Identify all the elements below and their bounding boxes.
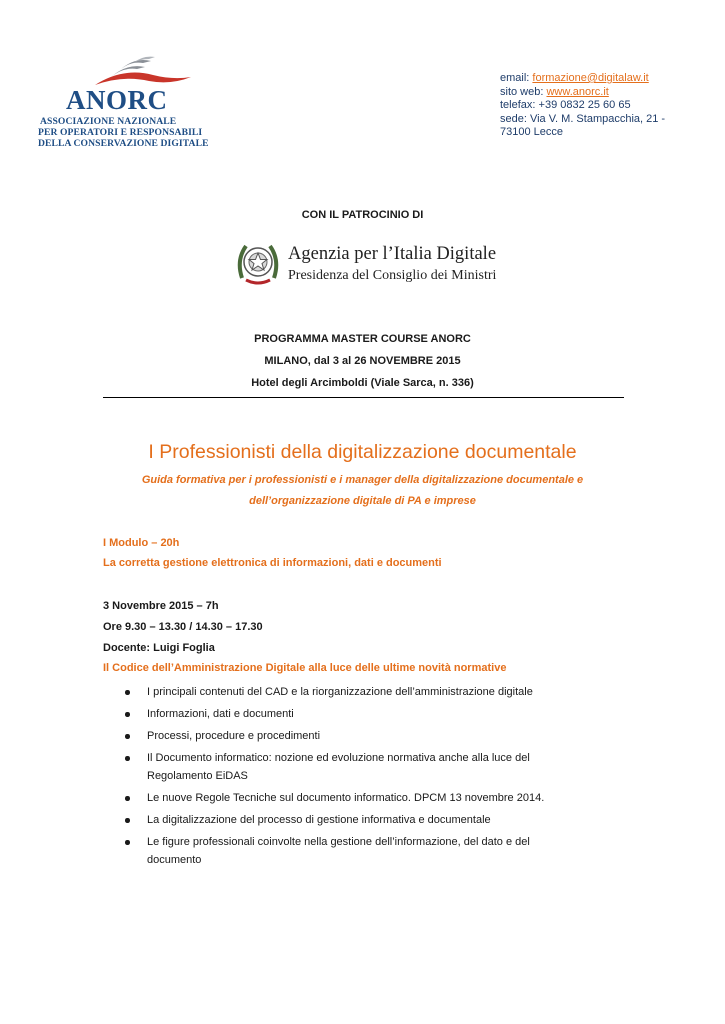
subtitle-line-1: Guida formativa per i professionisti e i manager della digitalizzazione documentale e — [141, 474, 584, 486]
email-row — [500, 72, 700, 86]
list-item-text: Le nuove Regole Tecniche sul documento informatico. DPCM 13 novembre 2014. — [147, 792, 545, 804]
email-link[interactable]: formazione@digitalaw.it — [532, 72, 649, 84]
address-line-2: 73100 Lecce — [500, 126, 563, 139]
list-item — [103, 833, 623, 869]
bullet-icon — [125, 818, 130, 823]
bullet-icon — [125, 840, 130, 845]
module-label: I Modulo – 20h — [103, 537, 180, 549]
program-dates: MILANO, dal 3 al 26 NOVEMBRE 2015 — [264, 355, 461, 367]
document-title: I Professionisti della digitalizzazione documentale — [148, 441, 577, 463]
bullet-icon — [125, 734, 130, 739]
list-item-text: I principali contenuti del CAD e la riorganizzazione dell’amministrazione digitale — [147, 686, 533, 698]
italian-emblem-icon — [236, 238, 280, 288]
list-item — [103, 727, 623, 745]
agid-logo — [236, 236, 496, 292]
list-item — [103, 705, 623, 723]
session-title: Il Codice dell’Amministrazione Digitale alla luce delle ultime novità normative — [103, 662, 507, 674]
list-item — [103, 749, 623, 785]
session-teacher: Docente: Luigi Foglia — [103, 642, 215, 654]
site-row — [500, 86, 700, 100]
anorc-tagline-1: ASSOCIAZIONE NAZIONALE — [40, 116, 177, 127]
contact-block — [500, 72, 700, 140]
program-venue: Hotel degli Arcimboldi (Viale Sarca, n. 336) — [251, 377, 474, 389]
anorc-tagline-3: DELLA CONSERVAZIONE DIGITALE — [38, 138, 209, 149]
list-item-text: Regolamento EiDAS — [147, 770, 248, 782]
session-date: 3 Novembre 2015 – 7h — [103, 600, 219, 612]
module-title: La corretta gestione elettronica di informazioni, dati e documenti — [103, 557, 442, 569]
phone-text: telefax: +39 0832 25 60 65 — [500, 99, 631, 112]
bullet-icon — [125, 690, 130, 695]
anorc-logo — [38, 55, 213, 150]
subtitle-line-2: dell’organizzazione digitale di PA e imprese — [249, 495, 476, 507]
program-title: PROGRAMMA MASTER COURSE ANORC — [254, 333, 471, 345]
anorc-tagline-2: PER OPERATORI E RESPONSABILI — [38, 127, 203, 138]
list-item-text: La digitalizzazione del processo di gestione informativa e documentale — [147, 814, 491, 826]
list-item-text: Le figure professionali coinvolte nella gestione dell’informazione, del dato e del — [147, 836, 530, 848]
anorc-wordmark: ANORC — [66, 85, 168, 115]
list-item — [103, 683, 623, 701]
list-item-text: documento — [147, 854, 202, 866]
list-item — [103, 789, 623, 807]
bullet-icon — [125, 712, 130, 717]
list-item — [103, 811, 623, 829]
bullet-icon — [125, 756, 130, 761]
email-label: email: — [500, 72, 530, 84]
list-item-text: Informazioni, dati e documenti — [147, 708, 294, 720]
agid-subtitle: Presidenza del Consiglio dei Ministri — [288, 268, 497, 283]
topic-list — [103, 683, 623, 873]
address-line-1: sede: Via V. M. Stampacchia, 21 - — [500, 112, 666, 125]
site-label: sito web: — [500, 85, 544, 98]
site-link[interactable]: www.anorc.it — [546, 85, 609, 98]
divider — [103, 397, 624, 398]
agid-name: Agenzia per l’Italia Digitale — [288, 244, 497, 264]
list-item-text: Processi, procedure e procedimenti — [147, 730, 321, 742]
bullet-icon — [125, 796, 130, 801]
patronage-label: CON IL PATROCINIO DI — [301, 209, 424, 221]
session-hours: Ore 9.30 – 13.30 / 14.30 – 17.30 — [103, 621, 263, 633]
anorc-birds-emblem — [93, 55, 193, 89]
list-item-text: Il Documento informatico: nozione ed evoluzione normativa anche alla luce del — [147, 752, 530, 764]
